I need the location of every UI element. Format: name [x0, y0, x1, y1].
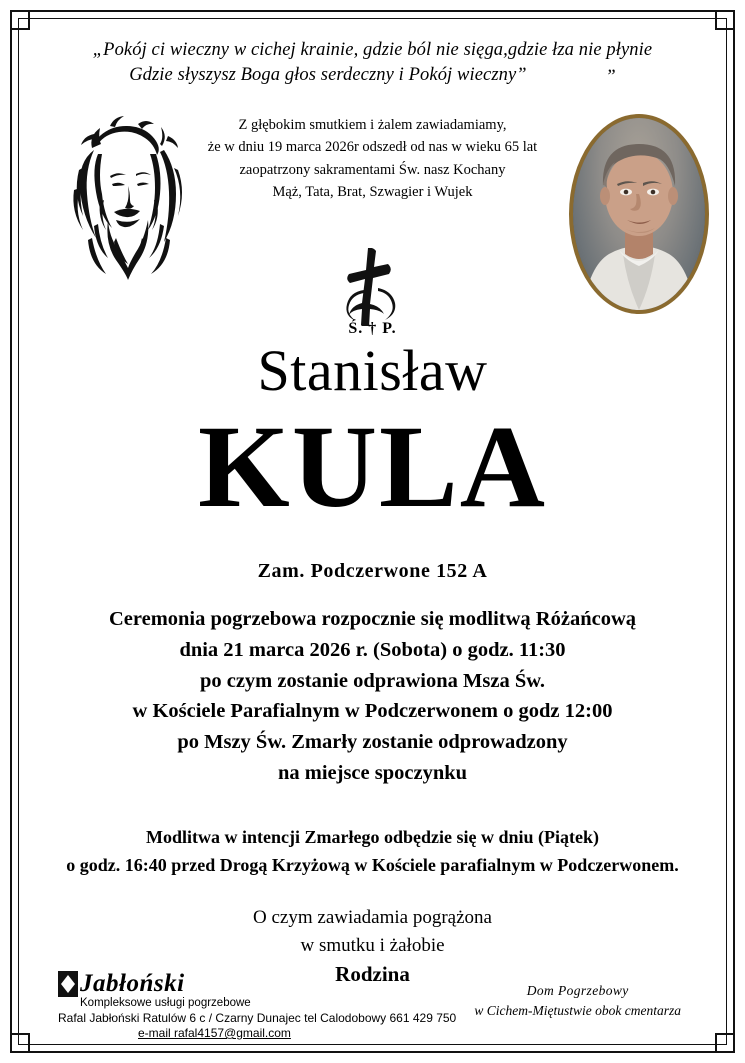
prayer-line-1: Modlitwa w intencji Zmarłego odbędzie się w dniu (Piątek): [146, 827, 599, 847]
prayer-line-2: o godz. 16:40 przed Drogą Krzyżową w Kościele parafialnym w Podczerwonem.: [66, 854, 679, 875]
announcement-line-3: zaopatrzony sakramentami Św. nasz Kochany: [239, 161, 506, 178]
deceased-last-name: KULA: [198, 401, 547, 532]
cross-icon: [318, 248, 428, 326]
logo-mark-icon: [58, 971, 78, 997]
family-line-2: w smutku i żałobie: [300, 934, 445, 956]
verse-closing-quote: ”: [605, 66, 616, 87]
announcement-line-1: Z głębokim smutkiem i żalem zawiadamiamy,: [238, 117, 507, 133]
ceremony-line-4: w Kościele Parafialnym w Podczerwonem o godz 12:00: [132, 700, 613, 723]
ceremony-details: [30, 604, 715, 789]
ceremony-line-2: dnia 21 marca 2026 r. (Sobota) o godz. 11:30: [179, 638, 566, 661]
ceremony-line-1: Ceremonia pogrzebowa rozpocznie się modlitwą Różańcową: [108, 608, 637, 630]
prayer-details: [30, 824, 715, 880]
epitaph-verse: [30, 26, 715, 89]
ceremony-line-3: po czym zostanie odprawiona Msza Św.: [199, 669, 546, 692]
footer-right-line-1: Dom Pogrzebowy: [526, 983, 629, 998]
ceremony-line-6: na miejsce spoczynku: [277, 761, 468, 784]
company-email[interactable]: e-mail rafal4157@gmail.com: [138, 1026, 291, 1040]
deceased-first-name: Stanisław: [257, 338, 488, 403]
announcement-line-2: że w dniu 19 marca 2026r odszedł od nas w wieku 65 lat: [207, 139, 538, 156]
company-tagline: Kompleksowe usługi pogrzebowe: [80, 997, 251, 1009]
family-line-1: O czym zawiadamia pogrążona: [253, 907, 492, 928]
sp-label: Ś. † P.: [348, 320, 397, 337]
verse-line-1: „Pokój ci wieczny w cichej krainie, gdzie ból nie sięga,gdzie łza nie płynie: [92, 40, 653, 60]
funeral-home-logo: [58, 971, 458, 1040]
footer: [30, 969, 715, 1045]
cross-emblem: [318, 248, 428, 338]
announcement-text: [30, 114, 715, 204]
company-name: Jabłoński: [80, 970, 185, 997]
deceased-address: Zam. Podczerwone 152 A: [257, 560, 488, 582]
ceremony-line-5: po Mszy Św. Zmarły zostanie odprowadzony: [177, 731, 568, 753]
announcement-line-4: Mąż, Tata, Brat, Szwagier i Wujek: [272, 184, 473, 201]
family-line-3: Rodzina: [335, 962, 410, 987]
obituary-content: [30, 26, 715, 1040]
verse-line-2: Gdzie słyszysz Boga głos serdeczny i Pokój wieczny”: [129, 64, 527, 85]
footer-right-line-2: w Cichem-Miętustwie obok cmentarza: [474, 1003, 681, 1019]
funeral-home-location: [474, 981, 681, 1022]
company-address: Rafal Jabłoński Ratulów 6 c / Czarny Dunajec tel Calodobowy 661 429 750: [58, 1011, 457, 1025]
